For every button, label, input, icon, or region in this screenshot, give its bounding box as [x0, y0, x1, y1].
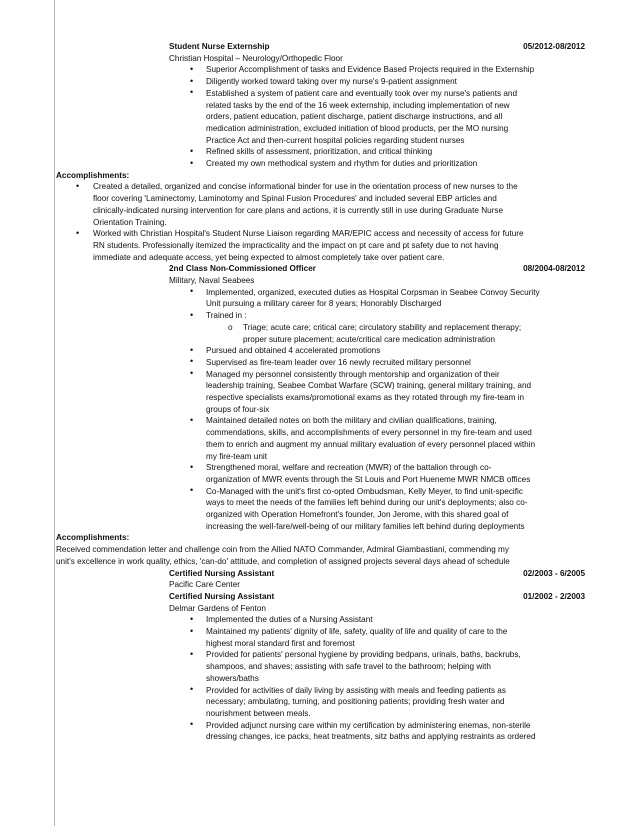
list-item-line: necessary; ambulating, turning, and positioning patients; providing fresh water and	[206, 697, 505, 707]
list-item-line: Pursued and obtained 4 accelerated promotions	[206, 346, 381, 356]
bullet-icon: •	[190, 63, 194, 74]
list-item-line: orders, patient education, patient discharge, patient discharge instructions, and all	[206, 112, 503, 122]
list-item-line: Strengthened moral, welfare and recreation (MWR) of the battalion through co-	[206, 463, 492, 473]
job-date: 02/2003 - 6/2005	[523, 568, 585, 578]
list-item-line: Created a detailed, organized and concise informational binder for use in the orientation process of new nurses to the	[93, 182, 518, 192]
list-item-line: Refined skills of assessment, prioritization, and critical thinking	[206, 147, 433, 157]
list-item-line: Provided adjunct nursing care within my certification by administering enemas, non-sterile	[206, 720, 531, 730]
list-item-line: nourishment between meals.	[206, 708, 311, 718]
employer: Delmar Gardens of Fenton	[169, 603, 266, 613]
list-item-line: clinically-indicated nursing intervention for care plans and actions, it is currently still in use during Graduate Nurse	[93, 205, 504, 215]
list-item-line: proper suture placement; acute/critical care medication administration	[243, 334, 496, 344]
list-item-line: leadership training, Seabee Combat Warfare (SCW) training, general military training, and	[206, 381, 532, 391]
bullet-icon: •	[190, 356, 194, 367]
list-item-line: floor covering 'Laminectomy, Laminotomy and Spinal Fusion Procedures' and included several EBP articles and	[93, 194, 497, 204]
bullet-icon: •	[190, 145, 194, 156]
bullet-icon: •	[190, 648, 194, 659]
list-item-line: commendations, skills, and accomplishments of every personnel in my fire-team and used	[206, 428, 532, 438]
bullet-icon: •	[190, 309, 194, 320]
left-margin-rule	[54, 0, 55, 826]
list-item-line: respective specialists exams/promotional exams as they rotated through my fire-team in	[206, 393, 525, 402]
list-item-line: Practice Act and then-current hospital policies regarding student nurses	[206, 135, 465, 145]
employer: Christian Hospital – Neurology/Orthopedic Floor	[169, 53, 343, 63]
bullet-icon: •	[190, 368, 194, 379]
employer: Military, Naval Seabees	[169, 276, 255, 285]
list-item-line: increasing the well-fare/well-being of our military families left behind during deployments	[206, 521, 525, 531]
bullet-icon: •	[76, 180, 80, 191]
list-item-line: immediate and adequate access, yet being expected to almost completely take over patient care.	[93, 252, 445, 262]
list-item-line: Orientation Training.	[93, 217, 167, 227]
list-item-line: Provided for activities of daily living by assisting with meals and feeding patients as	[206, 685, 506, 695]
bullet-icon: •	[190, 286, 194, 297]
list-item-line: Trained in :	[206, 311, 247, 321]
list-item-line: organization of MWR events through the St Louis and Port Hueneme MWR NMCB offices	[206, 474, 531, 484]
list-item-line: showers/baths	[206, 673, 259, 683]
text-line: Received commendation letter and challenge coin from the Allied NATO Commander, Admiral Giambastiani, commending my	[56, 545, 509, 555]
job-title: Certified Nursing Assistant	[169, 591, 275, 601]
bullet-icon: •	[190, 157, 194, 168]
list-item-line: Created my own methodical system and rhythm for duties and prioritization	[206, 159, 478, 168]
bullet-icon: •	[76, 227, 80, 238]
bullet-icon: •	[190, 344, 194, 355]
list-item-line: related tasks by the end of the 16 week externship, including implementation of new	[206, 100, 510, 110]
list-item-line: ways to meet the needs of the families left behind during our unit's deployments; also co-	[206, 498, 528, 508]
sub-bullet-icon: o	[228, 322, 233, 332]
list-item-line: Triage; acute care; critical care; circulatory stability and replacement therapy;	[243, 322, 522, 332]
list-item-line: Maintained detailed notes on both the military and civilian qualifications, training,	[206, 416, 497, 426]
text-line: unit's excellence in work quality, ethics, 'can-do' attitude, and completion of assigned projects several days ahead of schedule	[56, 556, 510, 566]
section-heading: Accomplishments:	[56, 533, 130, 543]
bullet-icon: •	[190, 414, 194, 425]
employer: Pacific Care Center	[169, 580, 240, 590]
list-item-line: Implemented, organized, executed duties as Hospital Corpsman in Seabee Convoy Security	[206, 287, 540, 297]
bullet-icon: •	[190, 75, 194, 86]
list-item-line: Worked with Christian Hospital's Student Nurse Liaison regarding MAR/EPIC access and necessity of access for future	[93, 229, 524, 239]
bullet-icon: •	[190, 625, 194, 636]
list-item-line: Superior Accomplishment of tasks and Evidence Based Projects required in the Externship	[206, 65, 535, 75]
list-item-line: Established a system of patient care and eventually took over my nurse's patients and	[206, 88, 518, 98]
list-item-line: them to enrich and augment my annual military evaluation of every personnel placed within	[206, 439, 536, 449]
list-item-line: dressing changes, ice packs, heat treatments, sitz baths and applying restraints as ordered	[206, 732, 536, 742]
bullet-icon: •	[190, 87, 194, 98]
list-item-line: Unit pursuing a military career for 8 years; Honorably Discharged	[206, 299, 442, 309]
job-date: 01/2002 - 2/2003	[523, 591, 585, 601]
job-date: 08/2004-08/2012	[523, 264, 585, 274]
list-item-line: highest moral standard first and foremost	[206, 638, 355, 648]
job-title: Certified Nursing Assistant	[169, 568, 275, 578]
list-item-line: Diligently worked toward taking over my nurse's 9-patient assignment	[206, 77, 457, 87]
bullet-icon: •	[190, 613, 194, 624]
job-title: Student Nurse Externship	[169, 42, 270, 51]
list-item-line: groups of four-six	[206, 404, 270, 414]
bullet-icon: •	[190, 461, 194, 472]
list-item-line: Supervised as fire-team leader over 16 newly recruited military personnel	[206, 357, 471, 367]
list-item-line: Managed my personnel consistently through mentorship and organization of their	[206, 369, 500, 379]
list-item-line: Provided for patients' personal hygiene by providing bedpans, urinals, baths, backrubs,	[206, 650, 521, 660]
section-heading: Accomplishments:	[56, 170, 130, 180]
bullet-icon: •	[190, 485, 194, 496]
list-item-line: medication administration, excluded initiation of blood products, per the MO nursing	[206, 123, 509, 133]
list-item-line: Implemented the duties of a Nursing Assistant	[206, 615, 373, 625]
list-item-line: Maintained my patients' dignity of life, safety, quality of life and quality of care to the	[206, 627, 508, 636]
job-date: 05/2012-08/2012	[523, 42, 585, 51]
bullet-icon: •	[190, 684, 194, 694]
job-title: 2nd Class Non-Commissioned Officer	[169, 264, 316, 274]
bullet-icon: •	[190, 719, 194, 730]
list-item-line: my fire-team unit	[206, 451, 267, 461]
list-item-line: Co-Managed with the unit's first co-opted Ombudsman, Kelly Meyer, to find unit-specific	[206, 486, 523, 496]
list-item-line: organized with Operation Homefront's founder, Jon Jerome, with this shared goal of	[206, 510, 509, 519]
list-item-line: shampoos, and shaves; assisting with safe travel to the bathroom; helping with	[206, 662, 491, 672]
list-item-line: RN students. Professionally itemized the impracticality and the impact on pt care and pt safety due to not having	[93, 240, 499, 250]
